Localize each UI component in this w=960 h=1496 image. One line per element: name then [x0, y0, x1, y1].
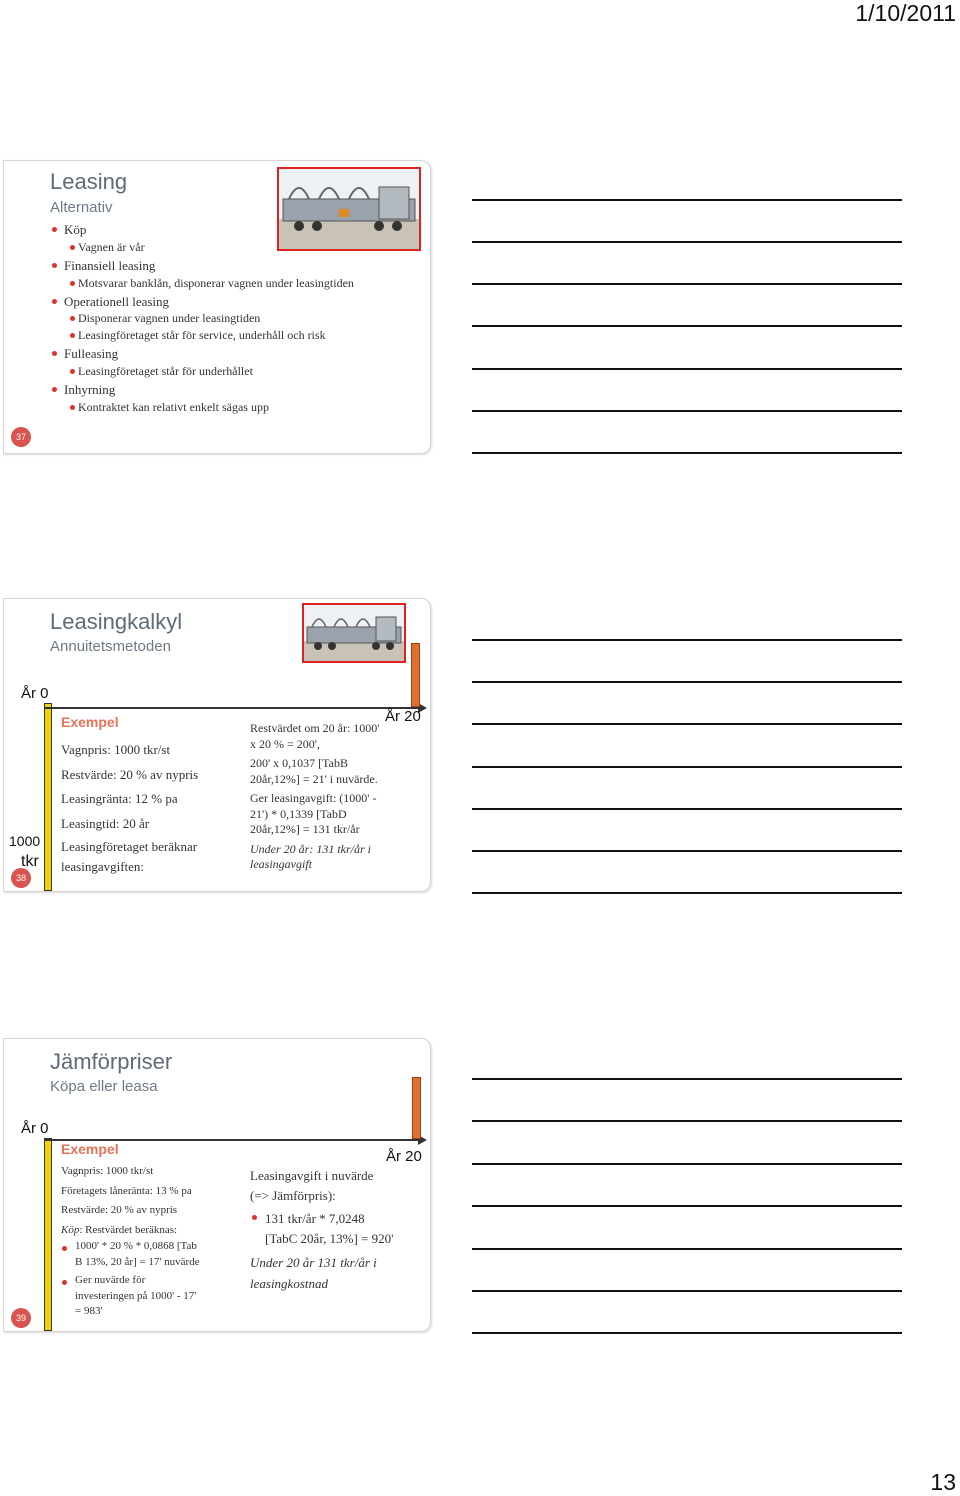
slide-37 — [3, 160, 431, 454]
slide-number-badge: 37 — [11, 427, 31, 447]
page-number: 13 — [930, 1469, 956, 1495]
timeline-axis — [44, 707, 419, 709]
timeline-start-label: År 0 — [21, 685, 49, 702]
example-right-intro: Leasingavgift i nuvärde (=> Jämförpris): — [250, 1168, 374, 1203]
slide-38 — [3, 598, 431, 892]
slide-title: Leasingkalkyl — [50, 609, 183, 634]
timeline-start-label: År 0 — [21, 1120, 49, 1137]
sub-bullet-item: Leasingföretaget står för service, underhåll och risk — [78, 328, 326, 342]
slide-title: Jämförpriser — [50, 1049, 173, 1074]
slide-subtitle: Alternativ — [50, 199, 113, 216]
initial-payment-bar — [44, 703, 52, 891]
page-date: 1/10/2011 — [855, 0, 956, 26]
example-label: Exempel — [61, 714, 119, 730]
timeline-end-label: År 20 — [385, 708, 421, 725]
slide-39 — [3, 1038, 431, 1332]
slide-number-badge: 39 — [11, 1308, 31, 1328]
annual-payment-bar — [411, 643, 420, 707]
example-label: Exempel — [61, 1141, 119, 1157]
sub-bullet-item: Kontraktet kan relativt enkelt sägas upp — [78, 400, 269, 414]
bullet-item: Köp — [64, 222, 87, 237]
timeline-end-label: År 20 — [386, 1148, 422, 1165]
slide-subtitle: Annuitetsmetoden — [50, 638, 171, 655]
sub-bullet-item: Motsvarar banklån, disponerar vagnen under leasingtiden — [78, 276, 354, 290]
amount-label: 1000 — [9, 833, 41, 849]
example-right-text: Restvärdet om 20 år: 1000' x 20 % = 200', 200' x 0,1037 [TabB 20år,12%] = 21' i nuvärde. Ger leasingavgift: (1000' - 21') * 0,1339 [TabD 20år,12%] = 131 tkr/år Under 20 år: 131 tkr/år i leasingavgift — [250, 721, 380, 871]
sub-bullet-item: Vagnen är vår — [78, 240, 145, 254]
example-left-text: Vagnpris: 1000 tkr/st Företagets låneränta: 13 % pa Restvärde: 20 % av nypris Köp: Restvärdet beräknas: — [61, 1165, 192, 1236]
slide-number-badge: 38 — [11, 868, 31, 888]
example-right-bullet: 131 tkr/år * 7,0248 [TabC 20år, 13%] = 920' — [265, 1211, 394, 1246]
initial-payment-bar — [44, 1138, 52, 1331]
railway-wagon-photo — [277, 167, 421, 251]
bullet-item: Finansiell leasing — [64, 258, 156, 273]
sub-bullet-item: Disponerar vagnen under leasingtiden — [78, 311, 261, 325]
bullet-item: Operationell leasing — [64, 294, 170, 309]
example-left-bullet: Ger nuvärde för investeringen på 1000' - 17' = 983' — [75, 1274, 197, 1317]
example-left-text: Vagnpris: 1000 tkr/st Restvärde: 20 % av nypris Leasingränta: 12 % pa Leasingtid: 20 år Leasingföretaget beräknar leasingavgiften: — [61, 742, 199, 874]
example-left-bullet: 1000' * 20 % * 0,0868 [Tab B 13%, 20 år] = 17' nuvärde — [75, 1240, 200, 1268]
slide-title: Leasing — [50, 169, 128, 194]
bullet-item: Inhyrning — [64, 382, 116, 397]
example-right-conclusion: Under 20 år 131 tkr/år i leasingkostnad — [250, 1255, 377, 1291]
slide-subtitle: Köpa eller leasa — [50, 1078, 158, 1095]
amount-unit-label: tkr — [21, 853, 39, 870]
railway-wagon-photo — [302, 603, 406, 663]
annual-payment-bar — [412, 1077, 421, 1139]
bullet-item: Fulleasing — [64, 346, 119, 361]
sub-bullet-item: Leasingföretaget står för underhållet — [78, 364, 253, 378]
